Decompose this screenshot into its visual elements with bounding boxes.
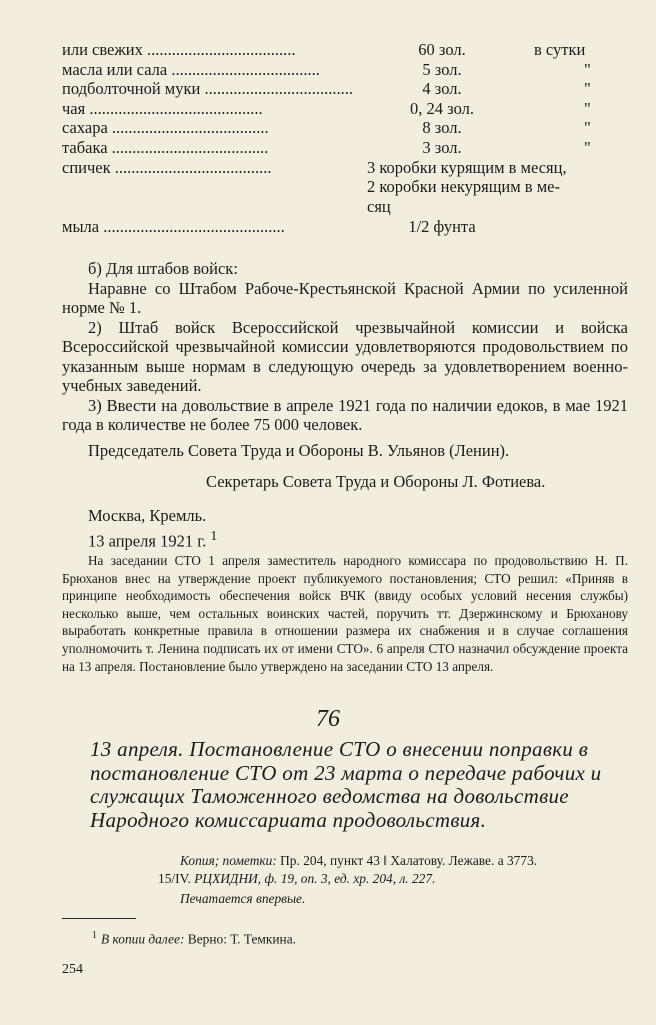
ration-row: масла или сала .................................... 5 зол. " — [62, 59, 591, 79]
source-line-2: 15/IV. РЦХИДНИ, ф. 19, оп. 3, ед. хр. 204, л. 227. — [158, 871, 436, 886]
para-3: 3) Ввести на довольствие в апреле 1921 года по наличии едоков, в мае 1921 года в количестве не более 75 000 человек. — [62, 395, 628, 434]
para-b-body: Наравне со Штабом Рабоче-Крестьянской Красной Армии по усиленной норме № 1. — [62, 278, 628, 317]
ration-row: табака ...................................... 3 зол. " — [62, 137, 591, 157]
place-date — [88, 506, 217, 552]
ration-table — [62, 40, 622, 236]
signature-chairman: Председатель Совета Труда и Обороны В. Ульянов (Ленин). — [88, 441, 510, 460]
ration-row: подболточной муки .................................... 4 зол. " — [62, 79, 591, 99]
footnote-marker: 1 — [210, 528, 218, 543]
ration-row-soap: мыла ............................................ 1/2 фунта — [62, 216, 476, 236]
footnote-divider — [62, 918, 136, 919]
document-number: 76 — [316, 706, 340, 732]
ration-row: сахара ...................................... 8 зол. " — [62, 118, 591, 138]
ration-row: чая .......................................... 0, 24 зол. " — [62, 98, 591, 118]
para-2: 2) Штаб войск Всероссийской чрезвычайной комиссии и войска Всероссийской чрезвычайной комиссии удовлетворяются продовольствием по указанным выше нормам в следующую очередь за удовлетворением военно-учебных заведений. — [62, 317, 628, 395]
place: Москва, Кремль. — [88, 506, 207, 525]
page-number: 254 — [62, 962, 83, 977]
source-line-1: Копия; пометки: Пр. 204, пункт 43 ‖ Халатову. Лежаве. а 3773. — [180, 853, 538, 868]
date: 13 апреля 1921 г. $^1$ — [88, 528, 218, 551]
para-b-head: б) Для штабов войск: — [88, 259, 238, 278]
publication-note: Печатается впервые. — [180, 891, 306, 906]
main-paragraphs — [62, 259, 628, 435]
ration-row: или свежих .................................... 60 зол. в сутки — [62, 40, 586, 59]
document-title: 13 апреля. Постановление СТО о внесении поправки в постановление СТО от 23 марта о передаче рабочих и служащих Таможенного ведомства на довольствие Народного комиссариата продовольствия. — [90, 737, 602, 832]
signature-secretary: Секретарь Совета Труда и Обороны Л. Фотиева. — [206, 472, 546, 491]
footnote: $^1$ В копии далее: Верно: Т. Темкина. — [92, 930, 297, 947]
ration-row-matches: спичек ...................................... 3 коробки курящим в месяц, 2 коробки некурящим в ме- сяц — [62, 157, 567, 216]
editorial-note: На заседании СТО 1 апреля заместитель народного комиссара по продовольствию Н. П. Брюханов внес на утверждение проект публикуемого постановления; СТО решил: «Приняв в принципе необходимость обеспечения войск ВЧК (ввиду особых условий несения службы) несколько выше, чем остальных воинских частей, поручить тт. Дзержинскому и Брюханову выработать конкретные правила в отношении размера их снабжения и в случае соглашения уполномочить т. Ленина подписать их от имени СТО». 6 апреля СТО назначил обсуждение проекта на 13 апреля. Постановление было утверждено на заседании СТО 13 апреля. — [62, 553, 628, 674]
